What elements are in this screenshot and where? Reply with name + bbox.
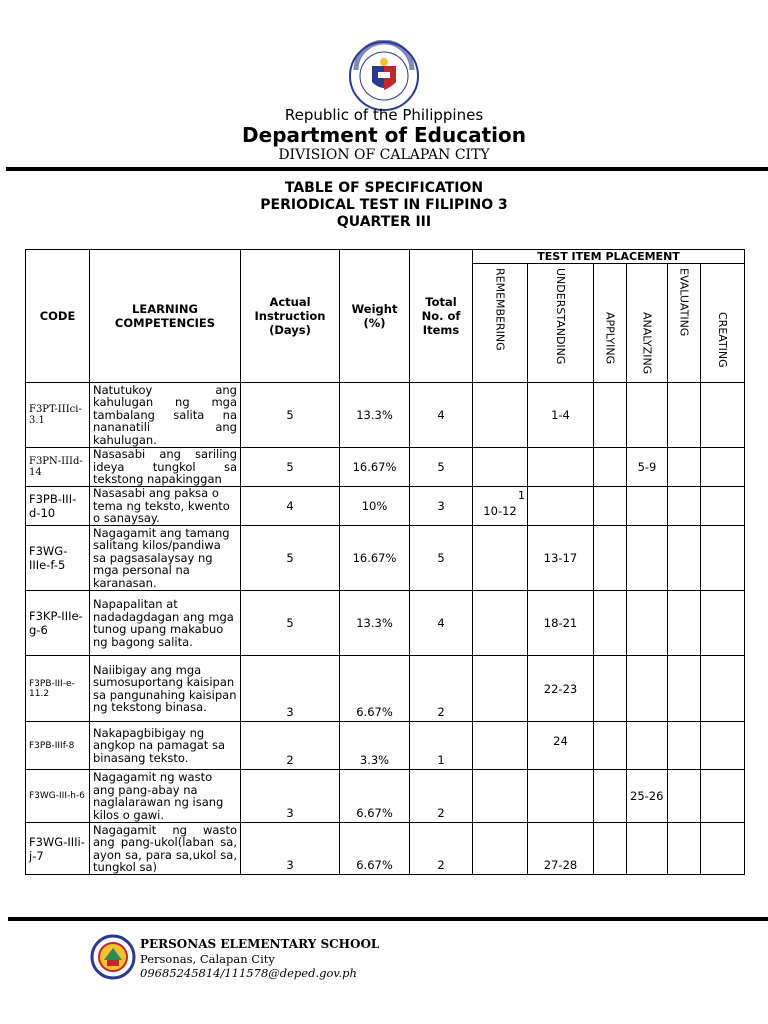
analyzing-cell [627,591,668,656]
header-instruction: Actual Instruction (Days) [241,250,340,383]
creating-cell [701,722,745,770]
days-cell: 3 [241,656,340,722]
header-code: CODE [26,250,90,383]
analyzing-cell: 5-9 [627,448,668,487]
applying-cell [594,656,627,722]
competency-cell: Nasasabi ang sariling ideya tungkol sa tekstong napakinggan [90,448,241,487]
days-cell: 5 [241,448,340,487]
days-cell: 5 [241,591,340,656]
remembering-cell [473,526,528,591]
header-items: Total No. of Items [410,250,473,383]
department-name: Department of Education [242,123,526,147]
creating-cell [701,823,745,875]
evaluating-cell [668,722,701,770]
table-row [26,823,745,875]
evaluating-cell [668,448,701,487]
creating-cell [701,656,745,722]
remembering-cell [473,448,528,487]
understanding-cell: 18-21 [528,591,594,656]
header-understanding: UNDERSTANDING [554,268,567,365]
table-row [26,487,745,526]
doc-title-1: TABLE OF SPECIFICATION [284,180,484,196]
remembering-cell [473,656,528,722]
items-cell: 4 [410,383,473,448]
understanding-cell: 1-4 [528,383,594,448]
header-competencies: LEARNING COMPETENCIES [90,250,241,383]
header-applying: APPLYING [603,312,617,365]
header-divider [6,167,768,171]
analyzing-cell [627,722,668,770]
code-cell: F3PT-IIIci-3.1 [26,383,90,448]
applying-cell [594,591,627,656]
remembering-cell [473,722,528,770]
remembering-cell [473,383,528,448]
table-row [26,656,745,722]
header-creating: CREATING [716,312,730,368]
understanding-cell [528,448,594,487]
creating-cell [701,526,745,591]
header-weight: Weight (%) [340,250,410,383]
applying-cell [594,383,627,448]
deped-seal [342,40,426,112]
weight-cell: 3.3% [340,722,410,770]
creating-cell [701,487,745,526]
weight-cell: 13.3% [340,591,410,656]
remembering-cell [473,823,528,875]
competency-cell: Nagagamit ang tamang salitang kilos/pandiwa sa pagsasalaysay ng mga personal na karanasan. [90,526,241,591]
items-cell: 1 [410,722,473,770]
understanding-cell: 24 [528,722,594,770]
items-cell: 5 [410,526,473,591]
understanding-cell: 13-17 [528,526,594,591]
code-cell: F3WG-III-h-6 [26,770,90,823]
remembering-cell [473,487,528,526]
code-cell: F3PB-III-e-11.2 [26,656,90,722]
table-row [26,383,745,448]
understanding-cell: 22-23 [528,656,594,722]
analyzing-cell [627,656,668,722]
creating-cell [701,448,745,487]
header-placement: TEST ITEM PLACEMENT [473,250,745,264]
days-cell: 2 [241,722,340,770]
competency-cell: Naiibigay ang mga sumosuportang kaisipan sa pangunahing kaisipan ng tekstong binasa. [90,656,241,722]
republic-line: Republic of the Philippines [284,106,484,124]
table-row [26,448,745,487]
code-cell: F3PB-IIIf-8 [26,722,90,770]
items-cell: 2 [410,656,473,722]
analyzing-cell [627,526,668,591]
remembering-cell [473,770,528,823]
evaluating-cell [668,770,701,823]
table-row [26,770,745,823]
school-address: Personas, Calapan City [140,952,275,966]
competency-cell: Natutukoy ang kahulugan ng mga tambalang salita na nananatili ang kahulugan. [90,383,241,448]
evaluating-cell [668,591,701,656]
evaluating-cell [668,526,701,591]
weight-cell: 13.3% [340,383,410,448]
items-cell: 2 [410,770,473,823]
applying-cell [594,722,627,770]
remembering-mark: 1 [518,489,525,502]
items-cell: 2 [410,823,473,875]
analyzing-cell: 25-26 [627,770,668,823]
applying-cell [594,770,627,823]
table-row [26,722,745,770]
applying-cell [594,448,627,487]
competency-cell: Nasasabi ang paksa o tema ng teksto, kwento o sanaysay. [90,487,241,526]
understanding-cell: 27-28 [528,823,594,875]
creating-cell [701,770,745,823]
evaluating-cell [668,383,701,448]
weight-cell: 16.67% [340,526,410,591]
remembering-cell [473,591,528,656]
code-cell: F3KP-IIIe-g-6 [26,591,90,656]
school-contact: 09685245814/111578@deped.gov.ph [140,966,357,980]
doc-title-3: QUARTER III [336,214,432,230]
weight-cell: 6.67% [340,770,410,823]
competency-cell: Nagagamit ng wasto ang pang-abay na naglalarawan ng isang kilos o gawi. [90,770,241,823]
analyzing-cell [627,487,668,526]
header-analyzing: ANALYZING [640,312,654,375]
code-cell: F3PB-III-d-10 [26,487,90,526]
competency-cell: Nakapagbibigay ng angkop na pamagat sa binasang teksto. [90,722,241,770]
remembering-range: 10-12 [483,504,517,518]
doc-title-2: PERIODICAL TEST IN FILIPINO 3 [260,197,508,213]
creating-cell [701,591,745,656]
evaluating-cell [668,487,701,526]
understanding-cell [528,770,594,823]
code-cell: F3WG-IIIi-j-7 [26,823,90,875]
competency-cell: Napapalitan at nadadagdagan ang mga tunog upang makabuo ng bagong salita. [90,591,241,656]
days-cell: 5 [241,526,340,591]
days-cell: 3 [241,823,340,875]
applying-cell [594,823,627,875]
header-remembering: REMEMBERING [493,268,507,351]
creating-cell [701,383,745,448]
specification-table [25,249,745,875]
analyzing-cell [627,383,668,448]
code-cell: F3WG-IIIe-f-5 [26,526,90,591]
code-cell: F3PN-IIId-14 [26,448,90,487]
evaluating-cell [668,823,701,875]
days-cell: 4 [241,487,340,526]
division-name: DIVISION OF CALAPAN CITY [278,147,490,163]
weight-cell: 6.67% [340,656,410,722]
items-cell: 3 [410,487,473,526]
table-row [26,591,745,656]
weight-cell: 6.67% [340,823,410,875]
footer-divider [8,917,768,921]
table-row [26,526,745,591]
items-cell: 4 [410,591,473,656]
weight-cell: 16.67% [340,448,410,487]
days-cell: 3 [241,770,340,823]
applying-cell [594,487,627,526]
analyzing-cell [627,823,668,875]
header-evaluating: EVALUATING [677,268,691,337]
weight-cell: 10% [340,487,410,526]
evaluating-cell [668,656,701,722]
understanding-cell [528,487,594,526]
competency-cell: Nagagamit ng wasto ang pang-ukol(laban sa, ayon sa, para sa,ukol sa, tungkol sa) [90,823,241,875]
days-cell: 5 [241,383,340,448]
school-logo [90,934,136,980]
items-cell: 5 [410,448,473,487]
applying-cell [594,526,627,591]
school-name: PERSONAS ELEMENTARY SCHOOL [140,937,380,951]
